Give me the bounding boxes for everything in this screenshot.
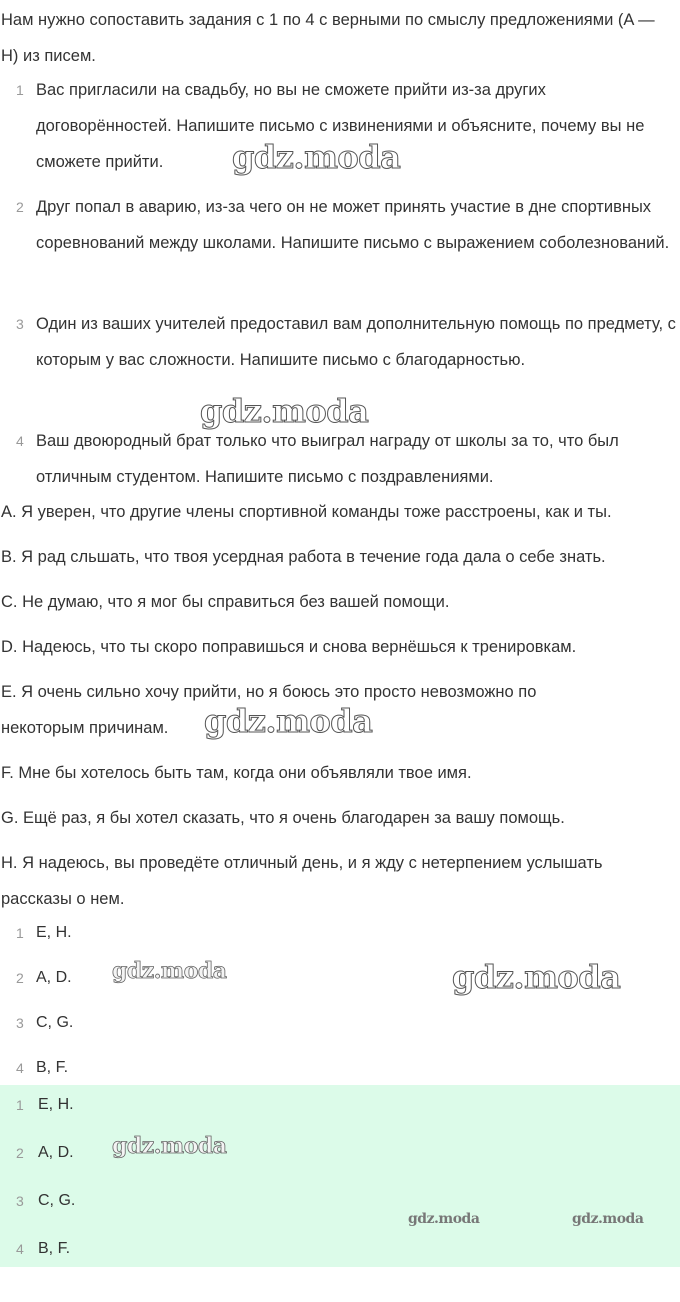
sentence-e: E. Я очень сильно хочу прийти, но я боюсь это просто невозможно по некоторым причинам. bbox=[1, 683, 537, 737]
answer-text: A, D. bbox=[36, 969, 72, 986]
sentence-h: H. Я надеюсь, вы проведёте отличный день, и я жду с нетерпением услышать рассказы о нем. bbox=[1, 854, 603, 908]
task-text: Один из ваших учителей предоставил вам дополнительную помощь по предмету, с которым у вас сложности. Напишите письмо с благодарностью. bbox=[36, 315, 676, 369]
answer-text: B, F. bbox=[38, 1240, 71, 1257]
task-number: 4 bbox=[16, 433, 24, 449]
watermark: gdz.moda bbox=[112, 958, 227, 984]
task-intro: Нам нужно сопоставить задания с 1 по 4 с верными по смыслу предложениями (A — H) из писем. bbox=[1, 11, 655, 65]
watermark: gdz.moda bbox=[232, 138, 401, 176]
sentence-f: F. Мне бы хотелось быть там, когда они объявляли твое имя. bbox=[1, 764, 472, 782]
answer-number: 3 bbox=[16, 1015, 24, 1031]
answer-text: B, F. bbox=[36, 1059, 69, 1076]
watermark: gdz.moda bbox=[204, 702, 373, 740]
answer-number: 4 bbox=[16, 1241, 24, 1257]
answer-text: E, H. bbox=[38, 1096, 74, 1113]
watermark: gdz.moda bbox=[572, 1211, 644, 1227]
answer-highlight-box bbox=[0, 1085, 680, 1267]
answer-text: A, D. bbox=[38, 1144, 74, 1161]
watermark: gdz.moda bbox=[452, 958, 621, 996]
answer-number: 1 bbox=[16, 1097, 24, 1113]
answer-text: C, G. bbox=[38, 1192, 76, 1209]
answer-text: C, G. bbox=[36, 1014, 74, 1031]
answer-number: 4 bbox=[16, 1060, 24, 1076]
sentence-g: G. Ещё раз, я бы хотел сказать, что я очень благодарен за вашу помощь. bbox=[1, 809, 565, 827]
watermark: gdz.moda bbox=[200, 392, 369, 430]
sentence-a: A. Я уверен, что другие члены спортивной команды тоже расстроены, как и ты. bbox=[1, 503, 612, 521]
task-text: Вас пригласили на свадьбу, но вы не сможете прийти из-за других договорённостей. Напишите письмо с извинениями и объясните, почему вы не сможете прийти. bbox=[36, 81, 645, 171]
sentence-c: C. Не думаю, что я мог бы справиться без вашей помощи. bbox=[1, 593, 450, 611]
task-number: 2 bbox=[16, 199, 24, 215]
watermark: gdz.moda bbox=[408, 1211, 480, 1227]
task-text: Друг попал в аварию, из-за чего он не может принять участие в дне спортивных соревнований между школами. Напишите письмо с выражением соболезнований. bbox=[36, 198, 670, 252]
task-number: 1 bbox=[16, 82, 24, 98]
answer-number: 2 bbox=[16, 1145, 24, 1161]
answer-number: 2 bbox=[16, 970, 24, 986]
answer-number: 3 bbox=[16, 1193, 24, 1209]
answer-text: E, H. bbox=[36, 924, 72, 941]
sentence-d: D. Надеюсь, что ты скоро поправишься и снова вернёшься к тренировкам. bbox=[1, 638, 577, 656]
task-number: 3 bbox=[16, 316, 24, 332]
task-text: Ваш двоюродный брат только что выиграл награду от школы за то, что был отличным студентом. Напишите письмо с поздравлениями. bbox=[36, 432, 619, 486]
watermark: gdz.moda bbox=[112, 1133, 227, 1159]
sentence-b: B. Я рад сльшать, что твоя усердная работа в течение года дала о себе знать. bbox=[1, 548, 606, 566]
answer-number: 1 bbox=[16, 925, 24, 941]
